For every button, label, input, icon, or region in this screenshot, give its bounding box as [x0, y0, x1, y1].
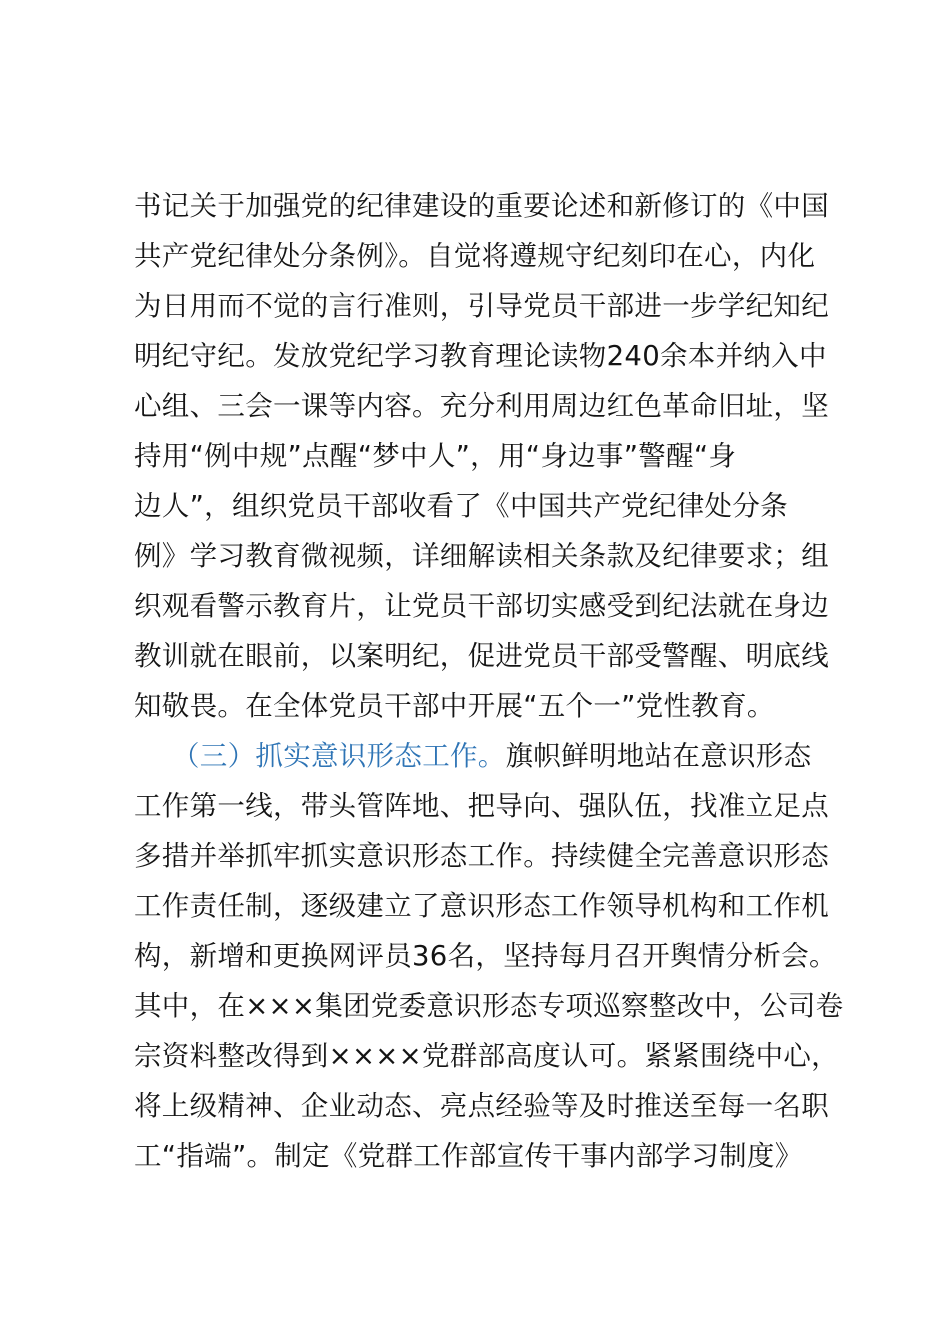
- text-line: 宗资料整改得到××××党群部高度认可。紧紧围绕中心，: [134, 1040, 839, 1072]
- text-line: 边人”，组织党员干部收看了《中国共产党纪律处分条: [134, 490, 788, 522]
- text-line: 书记关于加强党的纪律建设的重要论述和新修订的《中国: [134, 190, 829, 222]
- text-line: 工作第一线，带头管阵地、把导向、强队伍，找准立足点: [134, 790, 829, 822]
- section-heading-line: [172, 738, 811, 774]
- text-line: 将上级精神、企业动态、亮点经验等及时推送至每一名职: [134, 1090, 829, 1122]
- text-line: 织观看警示教育片，让党员干部切实感受到纪法就在身边: [134, 590, 829, 622]
- text-line: 其中，在×××集团党委意识形态专项巡察整改中，公司卷: [134, 990, 844, 1022]
- text-line: 教训就在眼前，以案明纪，促进党员干部受警醒、明底线: [134, 640, 829, 672]
- text-line: 多措并举抓牢抓实意识形态工作。持续健全完善意识形态: [134, 840, 829, 872]
- text-line: 共产党纪律处分条例》。自觉将遵规守纪刻印在心，内化: [134, 240, 816, 272]
- text-line: 心组、三会一课等内容。充分利用周边红色革命旧址，坚: [134, 390, 829, 422]
- text-line: 例》学习教育微视频，详细解读相关条款及纪律要求；组: [134, 540, 829, 572]
- text-run: 旗帜鲜明地站在意识形态: [505, 740, 812, 772]
- section-heading: （三）抓实意识形态工作。: [172, 740, 506, 772]
- text-line: 明纪守纪。发放党纪学习教育理论读物240余本并纳入中: [134, 340, 827, 372]
- text-line: 知敬畏。在全体党员干部中开展“五个一”党性教育。: [134, 690, 775, 722]
- text-line: 为日用而不觉的言行准则，引导党员干部进一步学纪知纪: [134, 290, 829, 322]
- text-line: 构，新增和更换网评员36名，坚持每月召开舆情分析会。: [134, 940, 837, 972]
- text-line: 工作责任制，逐级建立了意识形态工作领导机构和工作机: [134, 890, 829, 922]
- text-line: 工“指端”。制定《党群工作部宣传干事内部学习制度》: [134, 1140, 803, 1172]
- text-line: 持用“例中规”点醒“梦中人”，用“身边事”警醒“身: [134, 440, 737, 472]
